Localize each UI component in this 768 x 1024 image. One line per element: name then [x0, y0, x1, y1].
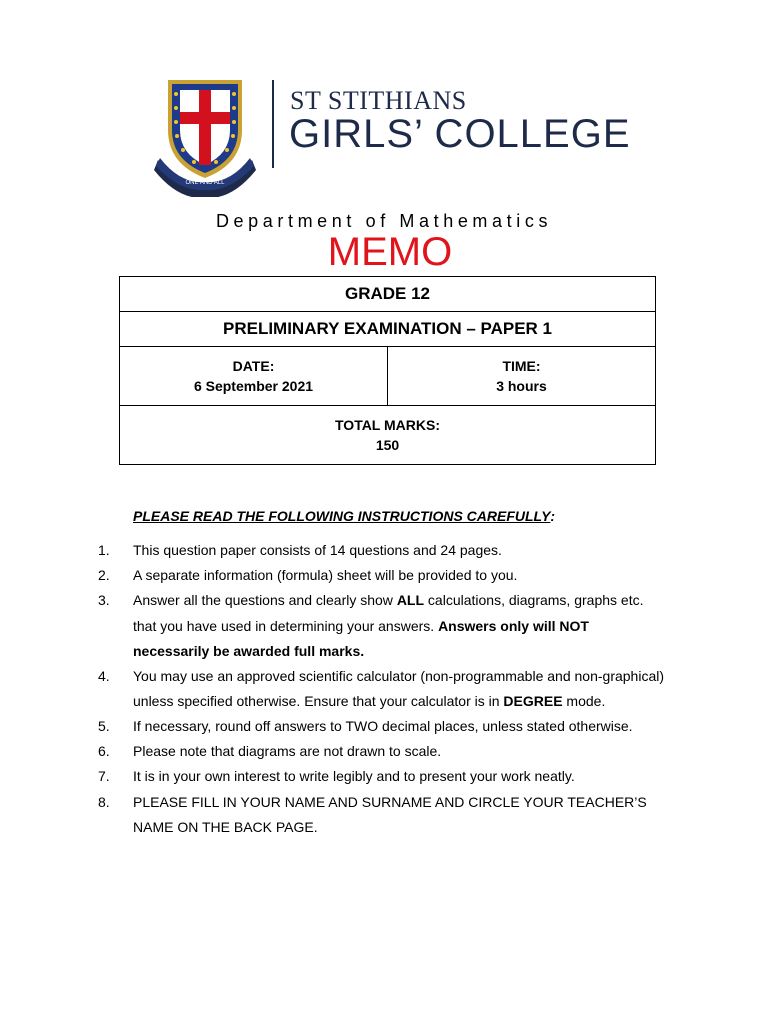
time-cell	[387, 346, 656, 406]
instruction-emphasis: necessarily be awarded full marks.	[133, 643, 365, 659]
total-marks-cell	[119, 405, 656, 465]
instruction-number: 8.	[98, 794, 110, 810]
total-marks-label: TOTAL MARKS:	[335, 417, 440, 433]
instructions-heading-text: PLEASE READ THE FOLLOWING INSTRUCTIONS CAREFULLY	[133, 508, 551, 524]
instruction-text: PLEASE FILL IN YOUR NAME AND SURNAME AND CIRCLE YOUR TEACHER’S	[133, 794, 647, 810]
instruction-number: 4.	[98, 668, 110, 684]
logo-divider	[272, 80, 274, 168]
date-value: 6 September 2021	[193, 378, 314, 394]
time-value: 3 hours	[496, 378, 547, 394]
instruction-number: 3.	[98, 592, 110, 608]
crest-motto: ONE AND ALL	[185, 180, 225, 186]
total-marks-value: 150	[375, 437, 400, 453]
shield-crest-icon	[150, 72, 260, 197]
time-label: TIME:	[502, 358, 541, 374]
instruction-text: It is in your own interest to write legibly and to present your work neatly.	[133, 768, 575, 784]
instruction-text-part: calculations, diagrams, graphs etc.	[424, 592, 644, 608]
instruction-number: 7.	[98, 768, 110, 784]
instruction-number: 2.	[98, 567, 110, 583]
instruction-number: 5.	[98, 718, 110, 734]
instruction-emphasis: ALL	[396, 592, 425, 608]
instruction-number: 6.	[98, 743, 110, 759]
grade-text: GRADE 12	[344, 284, 431, 303]
exam-title-text: PRELIMINARY EXAMINATION – PAPER 1	[222, 319, 553, 338]
instruction-emphasis: DEGREE	[503, 693, 563, 709]
memo-title: MEMO	[327, 230, 453, 274]
department-title: Department of Mathematics	[215, 211, 553, 231]
instruction-number: 1.	[98, 542, 110, 558]
grade-cell	[119, 276, 656, 312]
instructions-heading	[133, 508, 555, 524]
instruction-text-part: Answer all the questions and clearly show	[133, 592, 397, 608]
date-cell	[119, 346, 388, 406]
school-name-line2: GIRLS’ COLLEGE	[289, 112, 631, 156]
instruction-text: You may use an approved scientific calculator (non-programmable and non-graphical)	[133, 668, 665, 684]
instruction-text-part: that you have used in determining your answers.	[133, 618, 439, 634]
instruction-text: If necessary, round off answers to TWO decimal places, unless stated otherwise.	[133, 718, 633, 734]
instruction-text: A separate information (formula) sheet will be provided to you.	[133, 567, 518, 583]
instruction-text: Please note that diagrams are not drawn to scale.	[133, 743, 442, 759]
instruction-text	[133, 592, 643, 608]
date-label: DATE:	[232, 358, 275, 374]
instruction-text-part: mode.	[562, 693, 606, 709]
instruction-text: This question paper consists of 14 questions and 24 pages.	[133, 542, 502, 558]
instruction-text-part: unless specified otherwise. Ensure that your calculator is in	[133, 693, 504, 709]
instruction-text-continued: NAME ON THE BACK PAGE.	[133, 819, 318, 835]
instruction-text-continued	[133, 693, 605, 709]
school-name-line1: ST STITHIANS	[290, 86, 467, 115]
instructions-heading-colon: :	[550, 508, 556, 524]
instruction-emphasis: Answers only will NOT	[438, 618, 589, 634]
instruction-text-continued	[133, 618, 589, 634]
instruction-text-continued	[133, 643, 364, 659]
exam-title-cell	[119, 311, 656, 347]
